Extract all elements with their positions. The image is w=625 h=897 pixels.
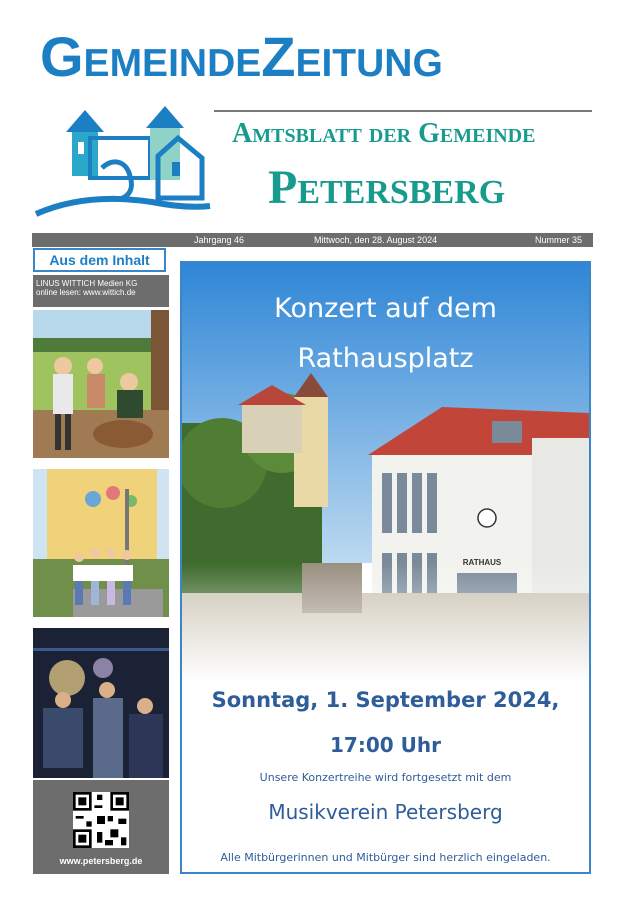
volume-label: Jahrgang 46 [194,235,245,245]
website-link[interactable]: www.petersberg.de [59,856,143,866]
poster-town-hall-photo [182,263,589,683]
issue-number: Nummer 35 [535,235,583,245]
issue-info-bar [32,233,593,247]
publisher-name: LINUS WITTICH Medien KG [36,279,138,288]
masthead-title: GemeindeZeitung [40,25,443,88]
band-name: Musikverein Petersberg [268,800,503,824]
poster-title-line1: Konzert auf dem [274,293,497,324]
concert-date: Sonntag, 1. September 2024, [211,688,560,712]
qr-code-icon[interactable] [73,792,129,848]
photo-evening-event [33,628,169,778]
poster-title-line2: Rathausplatz [297,343,474,374]
online-link[interactable]: online lesen: www.wittich.de [36,288,136,297]
invitation-text: Alle Mitbürgerinnen und Mitbürger sind herzlich eingeladen. [220,851,551,864]
publisher-box [33,275,169,307]
photo-children-playground [33,310,169,458]
photo-building-group [33,469,169,617]
castle-logo-icon [32,98,214,220]
concert-time: 17:00 Uhr [330,733,441,757]
building-sign: RATHAUS [462,558,502,567]
issue-date: Mittwoch, den 28. August 2024 [314,235,438,245]
contents-heading: Aus dem Inhalt [33,248,166,272]
header-rule [214,110,592,112]
header-subtitle: Amtsblatt der Gemeinde [232,118,536,149]
concert-poster [180,261,591,874]
sidebar-footer [33,780,169,874]
header-municipality: Petersberg [268,161,506,214]
concert-intro: Unsere Konzertreihe wird fortgesetzt mit dem [259,771,512,784]
